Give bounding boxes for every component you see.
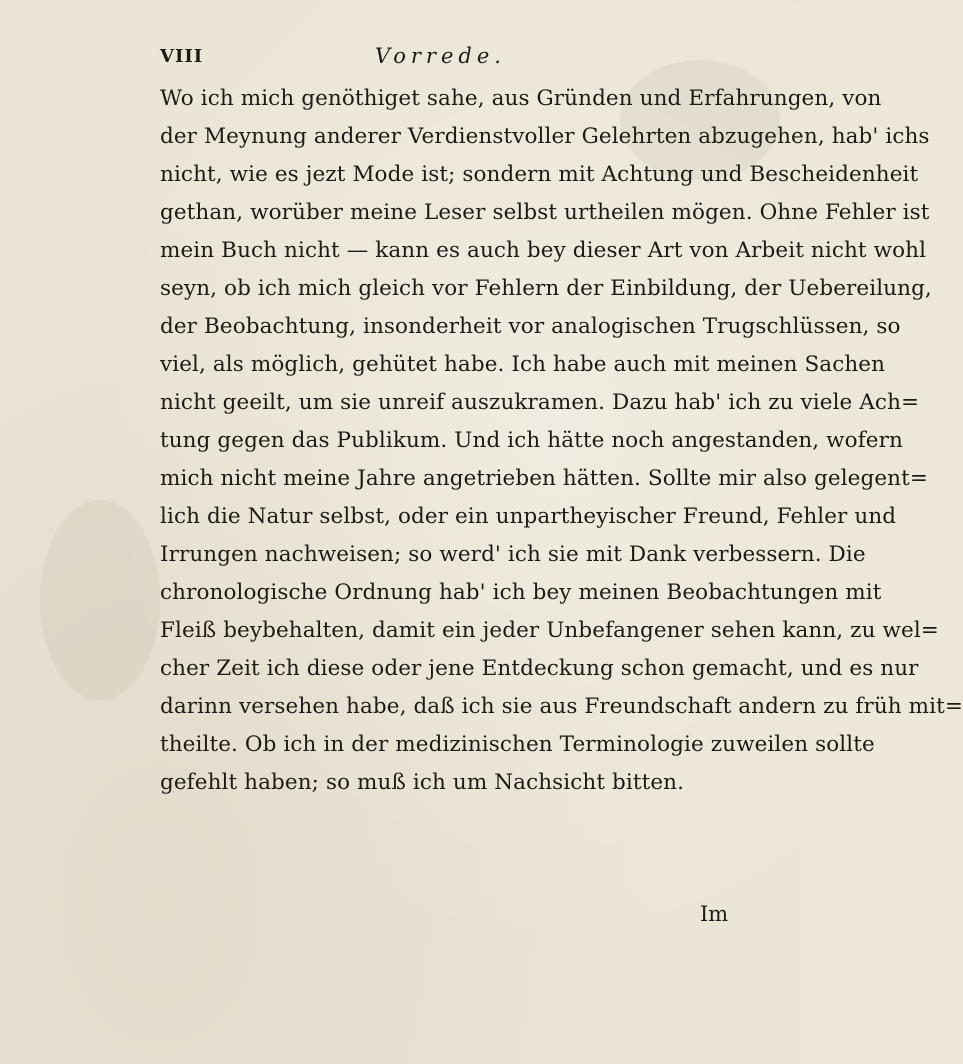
text-line: viel, als möglich, gehütet habe. Ich habe auch mit meinen Sachen: [160, 352, 886, 377]
running-head: Vorrede.: [375, 44, 506, 68]
catchword: Im: [700, 902, 729, 926]
text-line: Fleiß beybehalten, damit ein jeder Unbefangener sehen kann, zu wel=: [160, 618, 939, 643]
text-line: tung gegen das Publikum. Und ich hätte noch angestanden, wofern: [160, 428, 903, 453]
page-header: [160, 44, 720, 74]
text-line: der Meynung anderer Verdienstvoller Gelehrten abzugehen, hab' ichs: [160, 124, 930, 149]
text-line: darinn versehen habe, daß ich sie aus Freundschaft andern zu früh mit=: [160, 694, 963, 719]
text-line: theilte. Ob ich in der medizinischen Terminologie zuweilen sollte: [160, 732, 875, 757]
page-number: VIII: [160, 46, 204, 67]
body-text: [160, 80, 963, 802]
text-line: lich die Natur selbst, oder ein unpartheyischer Freund, Fehler und: [160, 504, 897, 529]
text-line: nicht, wie es jezt Mode ist; sondern mit Achtung und Bescheidenheit: [160, 162, 919, 187]
text-line: cher Zeit ich diese oder jene Entdeckung schon gemacht, und es nur: [160, 656, 919, 681]
text-line: Irrungen nachweisen; so werd' ich sie mit Dank verbessern. Die: [160, 542, 866, 567]
text-line: seyn, ob ich mich gleich vor Fehlern der Einbildung, der Uebereilung,: [160, 276, 932, 301]
text-line: gethan, worüber meine Leser selbst urtheilen mögen. Ohne Fehler ist: [160, 200, 930, 225]
text-line: mein Buch nicht — kann es auch bey dieser Art von Arbeit nicht wohl: [160, 238, 927, 263]
text-line: nicht geeilt, um sie unreif auszukramen. Dazu hab' ich zu viele Ach=: [160, 390, 920, 415]
text-line: Wo ich mich genöthiget sahe, aus Gründen und Erfahrungen, von: [160, 86, 882, 111]
text-line: mich nicht meine Jahre angetrieben hätten. Sollte mir also gelegent=: [160, 466, 928, 491]
paper-stain: [40, 500, 160, 700]
text-line: chronologische Ordnung hab' ich bey meinen Beobachtungen mit: [160, 580, 882, 605]
text-line: gefehlt haben; so muß ich um Nachsicht bitten.: [160, 770, 685, 795]
text-line: der Beobachtung, insonderheit vor analogischen Trugschlüssen, so: [160, 314, 901, 339]
